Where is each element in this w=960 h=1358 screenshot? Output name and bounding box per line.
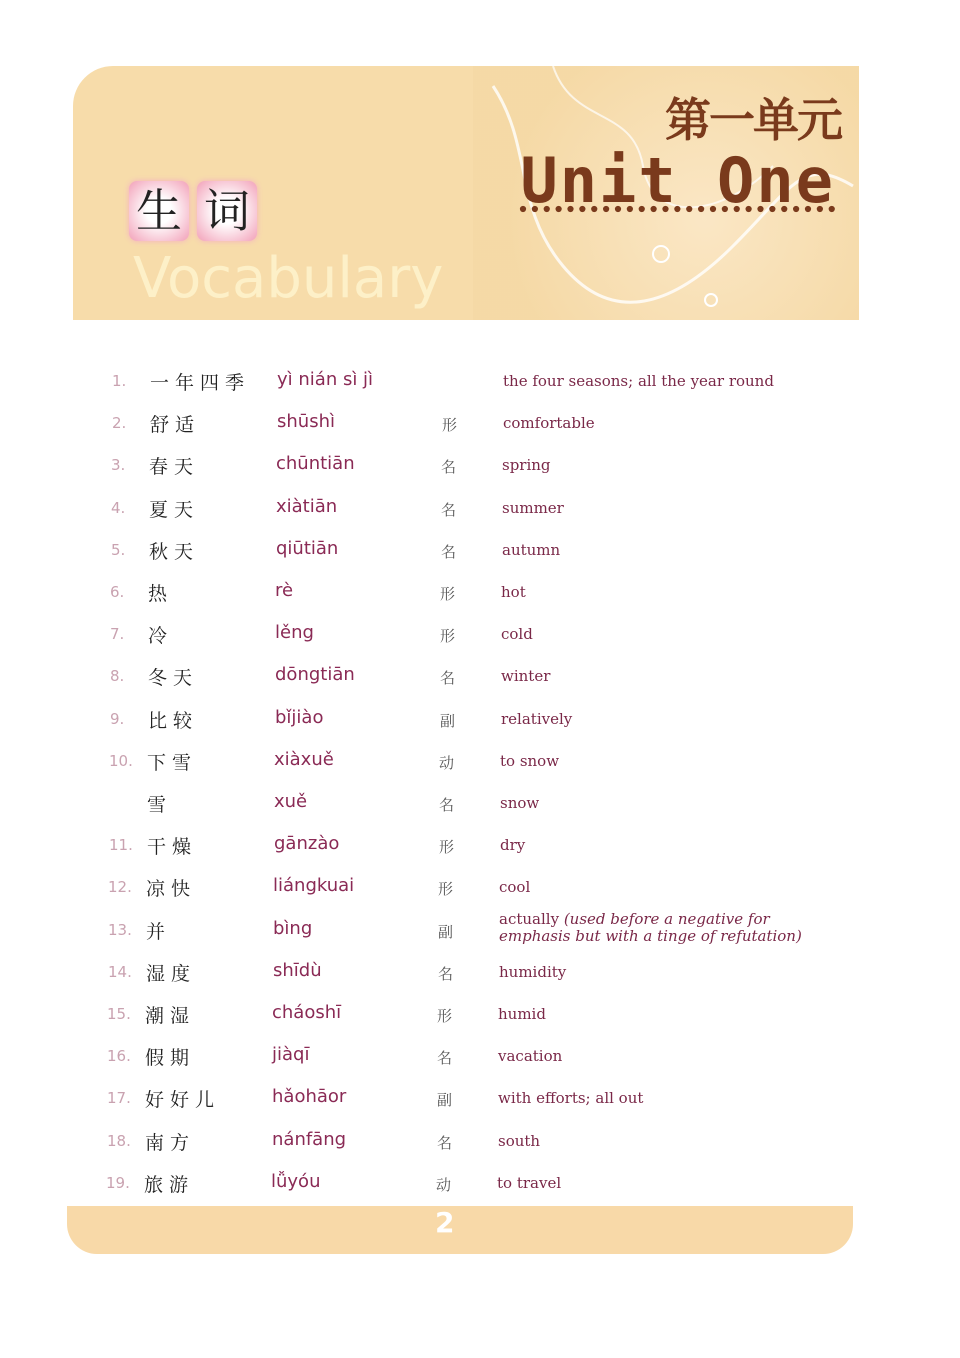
item-number: 5. (111, 540, 126, 559)
english-meaning (499, 911, 839, 945)
part-of-speech: 名 (441, 500, 457, 519)
vocab-row (0, 368, 960, 408)
item-number: 16. (107, 1047, 131, 1066)
item-number: 8. (110, 667, 125, 686)
part-of-speech: 名 (441, 458, 457, 477)
english-meaning (500, 753, 559, 770)
part-of-speech: 形 (438, 880, 454, 899)
english-meaning (503, 415, 595, 432)
pinyin: bìng (273, 917, 313, 939)
pinyin: xuě (274, 791, 308, 812)
item-number: 3. (111, 456, 126, 475)
english-meaning (500, 795, 539, 812)
hanzi: 干燥 (147, 836, 198, 859)
pinyin: nánfāng (272, 1128, 347, 1150)
vocab-row (0, 579, 960, 619)
hanzi: 旅游 (144, 1173, 195, 1196)
vocab-row (0, 410, 960, 450)
english-meaning (499, 879, 530, 896)
english-meaning (501, 584, 526, 601)
vocab-row (0, 748, 960, 788)
hanzi: 南方 (145, 1131, 196, 1154)
english-text: cool (499, 878, 531, 897)
unit-banner (73, 66, 859, 320)
vocab-row (0, 832, 960, 872)
english-meaning (501, 668, 550, 685)
item-number: 10. (109, 751, 133, 770)
pinyin: liángkuai (273, 875, 355, 897)
pinyin: shūshì (277, 411, 335, 433)
part-of-speech: 形 (437, 1007, 453, 1025)
vocab-row (0, 706, 960, 746)
english-text: relatively (501, 709, 573, 728)
part-of-speech: 形 (442, 416, 458, 435)
pinyin: qiūtiān (276, 537, 339, 559)
hanzi: 潮湿 (145, 1005, 196, 1027)
part-of-speech: 名 (438, 964, 454, 983)
english-meaning (502, 542, 560, 559)
hanzi: 好好儿 (145, 1089, 221, 1112)
english-meaning (501, 626, 533, 643)
part-of-speech: 名 (439, 796, 455, 814)
english-meaning (498, 1133, 540, 1150)
english-meaning (498, 1048, 562, 1065)
english-text: humid (498, 1005, 546, 1023)
vocab-row (0, 1128, 960, 1168)
part-of-speech: 形 (439, 838, 455, 857)
hanzi: 凉快 (146, 878, 197, 901)
english-meaning (499, 964, 566, 981)
page-number: 2 (435, 1206, 455, 1239)
english-meaning (502, 500, 564, 517)
item-number: 6. (110, 583, 125, 601)
item-number: 4. (111, 498, 126, 517)
pinyin: jiàqī (272, 1044, 310, 1066)
english-meaning (501, 711, 572, 728)
pinyin: hǎohāor (272, 1086, 347, 1108)
pinyin: dōngtiān (275, 664, 355, 686)
english-text: south (498, 1131, 541, 1150)
vocab-row (0, 495, 960, 535)
hanzi: 秋天 (149, 540, 200, 563)
vocab-row (0, 1085, 960, 1125)
hanzi: 舒适 (150, 414, 201, 437)
item-number: 1. (112, 372, 127, 390)
pinyin: lěng (275, 622, 314, 644)
part-of-speech: 动 (436, 1175, 452, 1194)
item-number: 2. (112, 414, 127, 433)
hanzi: 雪 (147, 794, 173, 816)
vocab-row (0, 537, 960, 577)
english-meaning (498, 1006, 546, 1023)
english-text: cold (501, 625, 533, 644)
english-text: dry (500, 836, 526, 855)
item-number: 12. (108, 878, 132, 897)
section-char: 生 (129, 181, 189, 241)
english-text: hot (501, 583, 526, 601)
pinyin: shīdù (273, 959, 322, 981)
english-text: autumn (502, 540, 561, 559)
item-number: 9. (110, 709, 125, 728)
hanzi: 热 (148, 583, 174, 605)
pinyin: yì nián sì jì (277, 369, 374, 390)
english-meaning (500, 837, 525, 854)
item-number: 15. (107, 1005, 131, 1023)
part-of-speech: 名 (441, 542, 457, 561)
english-text: snow (500, 794, 540, 812)
part-of-speech: 名 (437, 1049, 453, 1068)
item-number: 18. (107, 1131, 131, 1150)
hanzi: 冬天 (148, 667, 199, 690)
item-number: 13. (108, 920, 132, 939)
part-of-speech: 副 (437, 1091, 453, 1110)
vocab-row (0, 663, 960, 703)
vocab-row (0, 909, 960, 957)
hanzi: 一年四季 (150, 372, 251, 394)
vocab-row (0, 452, 960, 492)
footer-bar (67, 1206, 853, 1254)
vocab-row (0, 1043, 960, 1083)
hanzi: 冷 (148, 625, 174, 648)
pinyin: rè (275, 580, 294, 601)
pinyin: xiàxuě (274, 748, 334, 770)
english-meaning (497, 1175, 561, 1192)
english-text: actually (499, 909, 560, 928)
english-text: spring (502, 456, 551, 475)
hanzi: 湿度 (146, 962, 197, 985)
part-of-speech: 副 (440, 711, 456, 730)
vocab-row (0, 621, 960, 661)
hanzi: 比较 (148, 709, 199, 732)
part-of-speech: 名 (437, 1133, 453, 1152)
english-text: to travel (497, 1173, 562, 1192)
pinyin: lǚyóu (271, 1170, 321, 1192)
english-text: the four seasons; all the year round (503, 372, 774, 390)
vocab-row (0, 1170, 960, 1210)
part-of-speech: 名 (440, 669, 456, 688)
item-number: 17. (107, 1089, 131, 1108)
item-number: 11. (109, 836, 133, 855)
english-text: with efforts; all out (498, 1089, 644, 1108)
unit-title-english (520, 144, 835, 217)
part-of-speech: 动 (439, 753, 455, 772)
hanzi: 下雪 (147, 751, 198, 774)
english-meaning (503, 373, 774, 390)
pinyin: xiàtiān (276, 495, 338, 517)
unit-title-english-text: Unit One (520, 144, 835, 217)
english-text: to snow (500, 751, 560, 770)
item-number: 14. (108, 962, 132, 981)
part-of-speech: 形 (440, 585, 456, 603)
english-text: humidity (499, 962, 567, 981)
english-text: comfortable (503, 414, 595, 433)
hanzi: 夏天 (149, 498, 200, 521)
english-text: summer (502, 498, 564, 517)
english-text: vacation (498, 1047, 563, 1066)
part-of-speech: 副 (438, 922, 454, 941)
pinyin: bǐjiào (275, 706, 324, 728)
item-number: 7. (110, 625, 125, 644)
vocab-row (0, 874, 960, 914)
english-meaning (502, 457, 551, 474)
vocab-row (0, 790, 960, 830)
vocab-row (0, 959, 960, 999)
unit-title-chinese: 第一单元 (665, 93, 841, 147)
pinyin: chūntiān (276, 453, 355, 475)
vocab-row (0, 1001, 960, 1041)
item-number: 19. (106, 1173, 130, 1192)
hanzi: 并 (146, 920, 172, 943)
section-title-english: Vocabulary (133, 246, 444, 311)
pinyin: gānzào (274, 833, 340, 855)
part-of-speech: 形 (440, 627, 456, 646)
section-title-chinese (129, 181, 257, 241)
english-meaning (498, 1090, 643, 1107)
section-char: 词 (197, 181, 257, 241)
hanzi: 春天 (149, 456, 200, 479)
pinyin: cháoshī (272, 1002, 342, 1023)
usage-note: (used before a negative for emphasis but with a tinge of refutation) (499, 909, 802, 945)
english-text: winter (501, 667, 551, 686)
hanzi: 假期 (145, 1047, 196, 1070)
